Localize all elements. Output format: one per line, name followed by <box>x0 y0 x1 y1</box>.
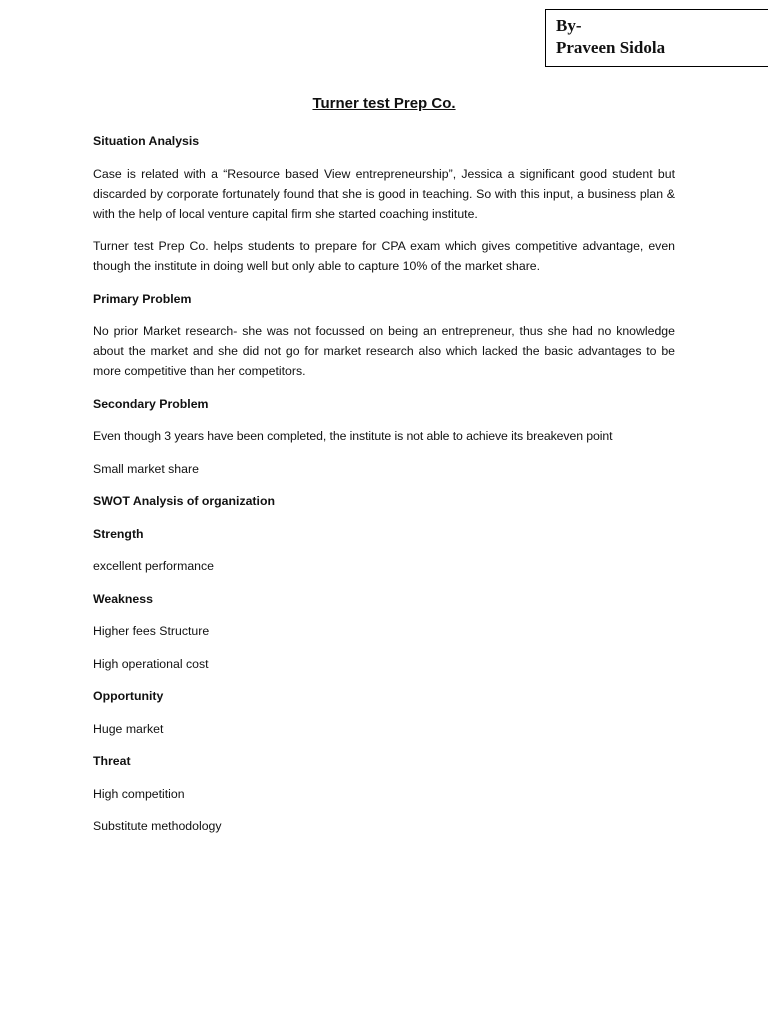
author-box <box>545 9 768 67</box>
document-body <box>93 131 675 849</box>
primary-problem-paragraph: No prior Market research- she was not focussed on being an entrepreneur, thus she had no knowledge about the market and she did not go for market research also which lacked the basic advantages to be more competitive than her competitors. <box>93 324 675 378</box>
opportunity-item: Huge market <box>93 721 164 736</box>
situation-analysis-heading: Situation Analysis <box>93 134 200 148</box>
weakness-heading: Weakness <box>93 591 153 606</box>
swot-heading: SWOT Analysis of organization <box>93 494 275 508</box>
secondary-problem-paragraph: Even though 3 years have been completed, the institute is not able to achieve its breakeven point <box>93 429 613 443</box>
threat-item: Substitute methodology <box>93 819 222 833</box>
situation-paragraph-2: Turner test Prep Co. helps students to prepare for CPA exam which gives competitive advantage, even though the institute in doing well but only able to capture 10% of the market share. <box>93 239 675 273</box>
weakness-item: Higher fees Structure <box>93 624 210 638</box>
primary-problem-heading: Primary Problem <box>93 291 192 306</box>
threat-heading: Threat <box>93 754 131 768</box>
author-name: Praveen Sidola <box>556 38 666 57</box>
document-title: Turner test Prep Co. <box>312 95 456 112</box>
secondary-problem-item: Small market share <box>93 461 199 476</box>
strength-item: excellent performance <box>93 559 214 573</box>
situation-paragraph-1: Case is related with a “Resource based View entrepreneurship”, Jessica a significant good student but discarded by corporate fortunately found that she is good in teaching. So with this input, a business plan & with the help of local venture capital firm she started coaching institute. <box>93 166 675 221</box>
secondary-problem-heading: Secondary Problem <box>93 396 209 411</box>
opportunity-heading: Opportunity <box>93 689 164 703</box>
weakness-item: High operational cost <box>93 656 209 671</box>
strength-heading: Strength <box>93 526 144 541</box>
author-by-label: By- <box>556 16 582 35</box>
threat-item: High competition <box>93 786 185 801</box>
